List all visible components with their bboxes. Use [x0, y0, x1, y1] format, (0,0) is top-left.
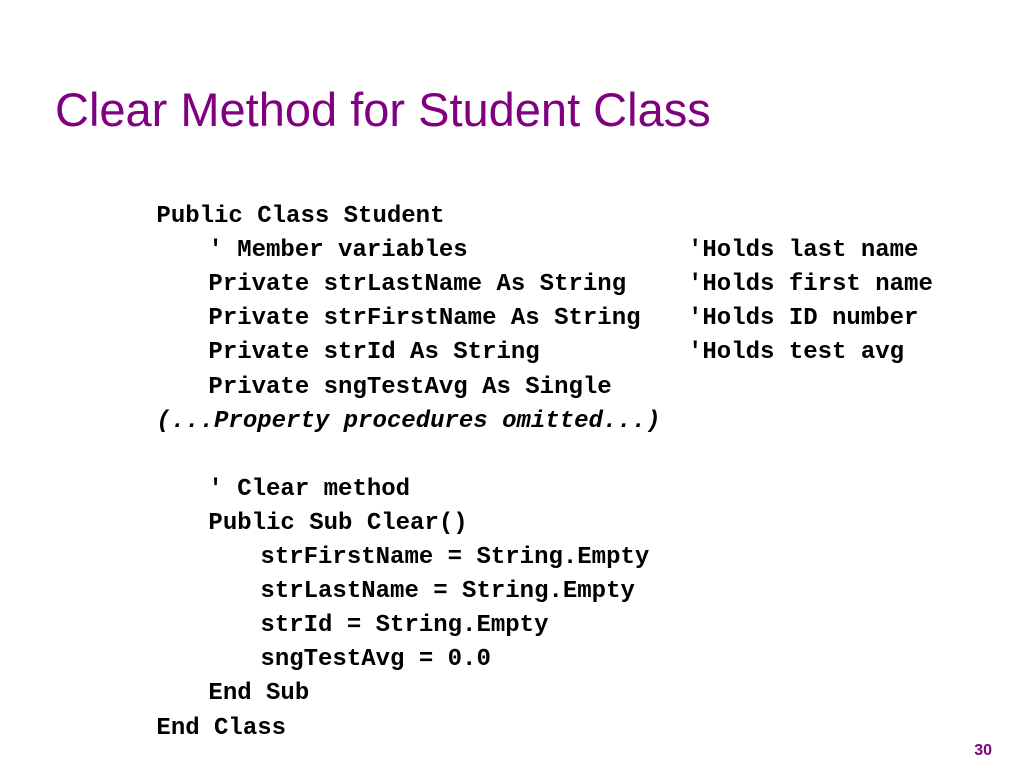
code-line-sub-declaration	[70, 473, 661, 537]
code-inline-comment: 'Holds test avg	[688, 339, 905, 367]
page-number: 30	[974, 742, 992, 759]
slide-title: Clear Method for Student Class	[55, 83, 711, 136]
code-block	[70, 166, 933, 742]
code-line-blank	[70, 405, 661, 439]
code-text: strLastName = String.Empty	[260, 578, 635, 606]
code-line-end-sub	[70, 643, 661, 708]
code-text: strId = String.Empty	[260, 612, 549, 640]
code-line-omitted-note	[70, 371, 661, 435]
code-comment-text: ' Member variables	[208, 237, 468, 265]
code-text: End Sub	[208, 680, 310, 708]
code-text: strFirstName = String.Empty	[260, 544, 650, 572]
code-text: Private strLastName As String	[208, 271, 627, 299]
code-line-end-class	[70, 677, 661, 742]
code-text: Private strFirstName As String	[208, 305, 641, 333]
code-line-clear-test-avg	[70, 609, 661, 674]
code-line-test-avg-field	[70, 336, 905, 401]
code-text: Private sngTestAvg As Single	[208, 373, 612, 401]
code-line-clear-id	[70, 575, 661, 640]
code-line-clear-last-name	[70, 541, 661, 606]
code-line-clear-method-comment	[70, 439, 661, 503]
code-inline-comment: 'Holds last name	[688, 237, 919, 265]
code-line-class-declaration	[70, 166, 661, 231]
omitted-note-text: (...Property procedures omitted...)	[156, 407, 661, 435]
code-text: Private strId As String	[208, 339, 540, 367]
code-text: Public Class Student	[156, 203, 445, 231]
code-text: sngTestAvg = 0.0	[260, 646, 491, 674]
code-line-member-variables-comment	[70, 200, 661, 265]
code-line-clear-first-name	[70, 507, 661, 572]
code-text: Public Sub Clear()	[208, 509, 468, 537]
code-inline-comment: 'Holds ID number	[688, 305, 919, 333]
code-inline-comment: 'Holds first name	[688, 271, 933, 299]
code-comment-text: ' Clear method	[208, 475, 411, 503]
code-text: End Class	[156, 714, 287, 742]
